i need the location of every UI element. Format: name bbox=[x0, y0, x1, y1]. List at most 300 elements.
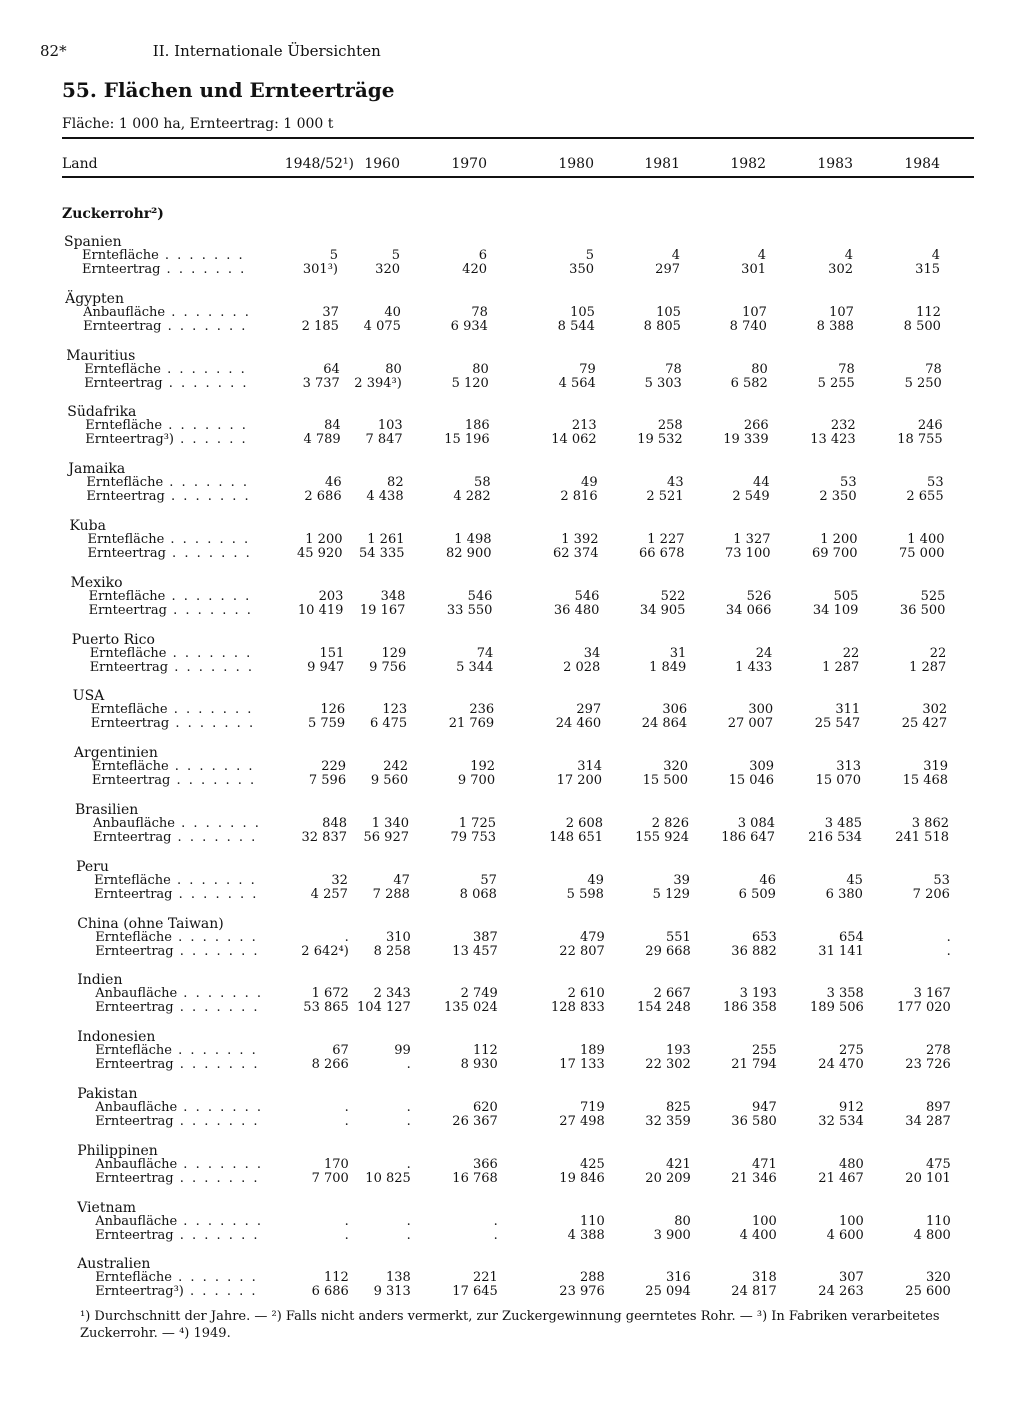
table-cell: 2 686 bbox=[304, 489, 342, 505]
table-cell: 15 046 bbox=[728, 773, 775, 789]
table-cell: . bbox=[406, 1213, 411, 1229]
row-label: Erntefläche . . . . . . . bbox=[82, 248, 245, 263]
table-cell: 148 651 bbox=[549, 830, 603, 845]
leader-dots: . . . . . . . bbox=[167, 702, 254, 718]
leader-dots: . . . . . . . bbox=[163, 475, 250, 491]
table-cell: 5 303 bbox=[644, 375, 682, 391]
row-label: Erntefläche . . . . . . . bbox=[85, 418, 248, 434]
table-cell: 24 460 bbox=[555, 716, 602, 732]
table-cell: 3 084 bbox=[737, 816, 775, 831]
table-cell: 316 bbox=[665, 1270, 691, 1286]
table-cell: 425 bbox=[579, 1156, 605, 1172]
country-block bbox=[0, 1086, 1024, 1136]
table-cell: 135 024 bbox=[444, 1000, 498, 1016]
table-cell: 31 bbox=[669, 645, 687, 661]
leader-dots: . . . . . . . bbox=[169, 716, 256, 732]
row-label: Ernteertrag . . . . . . . bbox=[94, 886, 259, 902]
table-cell: 25 600 bbox=[905, 1284, 951, 1300]
table-cell: 3 485 bbox=[824, 816, 862, 831]
table-cell: 255 bbox=[751, 1043, 777, 1059]
leader-dots: . . . . . . bbox=[174, 432, 248, 448]
table-cell: 8 258 bbox=[373, 943, 411, 959]
table-cell: 522 bbox=[660, 588, 686, 604]
row-label: Erntefläche . . . . . . . bbox=[95, 1043, 258, 1059]
table-cell: 350 bbox=[569, 262, 594, 277]
leader-dots: . . . . . . . bbox=[160, 361, 247, 377]
table-cell: 7 288 bbox=[372, 886, 410, 902]
country-name: Pakistan bbox=[77, 1086, 138, 1102]
table-cell: 32 359 bbox=[645, 1114, 691, 1129]
table-cell: 44 bbox=[753, 475, 770, 491]
table-cell: 310 bbox=[385, 929, 411, 945]
table-cell: 45 920 bbox=[297, 546, 343, 561]
table-cell: 49 bbox=[587, 872, 604, 888]
table-cell: 69 700 bbox=[812, 546, 858, 561]
table-cell: 9 700 bbox=[457, 773, 496, 789]
table-cell: 17 200 bbox=[556, 773, 603, 789]
section-heading: II. Internationale Übersichten bbox=[152, 42, 381, 60]
country-block bbox=[0, 632, 1024, 682]
table-cell: 232 bbox=[830, 418, 856, 434]
table-cell: 24 263 bbox=[818, 1284, 864, 1300]
table-cell: 216 534 bbox=[808, 830, 862, 845]
table-cell: 221 bbox=[472, 1270, 498, 1286]
table-cell: 5 250 bbox=[904, 375, 942, 391]
table-cell: 320 bbox=[375, 262, 400, 277]
row-label: Ernteertrag . . . . . . . bbox=[83, 318, 248, 334]
table-cell: 7 596 bbox=[308, 773, 347, 789]
leader-dots: . . . . . . . bbox=[173, 1057, 260, 1073]
table-cell: 313 bbox=[836, 759, 862, 775]
country-name: Indien bbox=[77, 972, 123, 989]
table-cell: 2 655 bbox=[906, 489, 944, 505]
leader-dots: . . . . . . . bbox=[173, 1227, 260, 1243]
table-cell: 525 bbox=[920, 588, 946, 604]
table-cell: 4 438 bbox=[366, 489, 404, 505]
table-cell: 301 bbox=[741, 262, 766, 277]
table-cell: 26 367 bbox=[452, 1114, 498, 1129]
table-cell: 20 101 bbox=[905, 1170, 951, 1186]
country-block bbox=[0, 1200, 1024, 1250]
row-label: Ernteertrag . . . . . . . bbox=[88, 602, 253, 618]
table-cell: 107 bbox=[829, 304, 854, 320]
leader-dots: . . . . . . . bbox=[164, 532, 251, 547]
table-cell: 58 bbox=[474, 475, 491, 491]
table-cell: 154 248 bbox=[637, 1000, 691, 1016]
table-cell: 129 bbox=[381, 645, 407, 661]
column-header-year: 1982 bbox=[730, 156, 766, 172]
table-cell: 64 bbox=[323, 361, 340, 377]
table-cell: 9 947 bbox=[307, 659, 345, 675]
table-cell: 66 678 bbox=[639, 546, 685, 561]
table-cell: 99 bbox=[394, 1043, 411, 1059]
country-name: Philippinen bbox=[77, 1142, 158, 1159]
table-cell: 6 582 bbox=[730, 375, 768, 391]
table-cell: 18 755 bbox=[897, 432, 943, 448]
table-cell: 475 bbox=[925, 1156, 951, 1172]
table-cell: 73 100 bbox=[725, 546, 771, 561]
table-cell: 23 976 bbox=[559, 1284, 605, 1300]
leader-dots: . . . . . . . bbox=[171, 830, 258, 845]
table-cell: 551 bbox=[665, 929, 691, 945]
table-cell: 128 833 bbox=[551, 1000, 605, 1016]
table-cell: 3 737 bbox=[302, 375, 340, 391]
row-label: Ernteertrag . . . . . . . bbox=[89, 659, 254, 675]
table-cell: 67 bbox=[332, 1043, 349, 1059]
table-cell: 2 642⁴) bbox=[301, 943, 349, 959]
table-cell: . bbox=[493, 1227, 498, 1243]
country-name: Jamaika bbox=[68, 461, 126, 478]
table-cell: . bbox=[406, 1100, 411, 1115]
table-cell: 56 927 bbox=[363, 830, 409, 845]
table-cell: 297 bbox=[576, 702, 602, 718]
table-cell: 848 bbox=[322, 816, 347, 831]
country-block bbox=[0, 1029, 1024, 1079]
table-cell: 1 672 bbox=[311, 986, 349, 1002]
table-cell: 29 668 bbox=[645, 943, 691, 959]
column-header-year: 1970 bbox=[451, 156, 487, 172]
table-cell: 8 500 bbox=[903, 318, 941, 334]
table-cell: 10 419 bbox=[297, 602, 344, 618]
table-cell: 1 340 bbox=[371, 816, 409, 831]
table-cell: 189 506 bbox=[810, 1000, 864, 1016]
table-cell: 19 846 bbox=[559, 1170, 605, 1186]
table-cell: 3 900 bbox=[653, 1227, 691, 1243]
table-cell: 46 bbox=[759, 872, 776, 888]
table-cell: 33 550 bbox=[446, 602, 493, 618]
row-label: Anbaufläche . . . . . . . bbox=[93, 816, 261, 831]
table-cell: 78 bbox=[471, 304, 488, 320]
table-cell: 53 865 bbox=[303, 1000, 349, 1016]
table-cell: 105 bbox=[656, 304, 681, 320]
table-cell: 177 020 bbox=[897, 1000, 951, 1016]
table-cell: 78 bbox=[665, 361, 682, 377]
row-label: Ernteertrag . . . . . . . bbox=[95, 1227, 260, 1243]
table-cell: 1 287 bbox=[909, 659, 947, 675]
leader-dots: . . . . . . . bbox=[166, 645, 253, 661]
table-cell: 110 bbox=[925, 1213, 951, 1229]
table-cell: 1 498 bbox=[454, 532, 492, 547]
table-cell: 2 343 bbox=[373, 986, 411, 1002]
leader-dots: . . . . . . . bbox=[168, 759, 255, 775]
column-header-year: 1981 bbox=[644, 156, 680, 172]
row-label: Erntefläche . . . . . . . bbox=[89, 645, 253, 661]
table-cell: 80 bbox=[472, 361, 489, 377]
table-cell: 14 062 bbox=[551, 432, 597, 448]
table-cell: 53 bbox=[840, 475, 857, 491]
country-name: Südafrika bbox=[67, 404, 137, 421]
table-cell: 24 817 bbox=[731, 1284, 777, 1300]
table-cell: 242 bbox=[383, 759, 409, 775]
table-cell: 24 bbox=[755, 645, 773, 661]
table-cell: 100 bbox=[838, 1213, 864, 1229]
table-cell: 100 bbox=[751, 1213, 777, 1229]
table-cell: 2 816 bbox=[560, 489, 598, 505]
row-label: Ernteertrag . . . . . . . bbox=[86, 489, 251, 505]
table-cell: 49 bbox=[581, 475, 598, 491]
leader-dots: . . . . . . . bbox=[168, 659, 254, 675]
table-cell: 302 bbox=[828, 262, 853, 277]
table-cell: 5 bbox=[391, 248, 400, 263]
table-cell: 2 028 bbox=[563, 659, 601, 675]
table-cell: 1 327 bbox=[733, 532, 771, 547]
leader-dots: . . . . . . . bbox=[171, 1043, 258, 1059]
leader-dots: . . . . . . . bbox=[167, 602, 253, 618]
table-cell: 31 141 bbox=[818, 943, 864, 959]
table-cell: . bbox=[493, 1213, 498, 1229]
table-cell: 36 882 bbox=[731, 943, 777, 959]
leader-dots: . . . . . . . bbox=[162, 418, 248, 434]
table-cell: 897 bbox=[925, 1100, 951, 1115]
table-cell: 15 196 bbox=[444, 432, 490, 448]
table-cell: 387 bbox=[472, 929, 498, 945]
table-cell: 278 bbox=[925, 1043, 951, 1059]
table-cell: 34 905 bbox=[639, 602, 686, 618]
country-block bbox=[0, 461, 1024, 511]
table-cell: 19 532 bbox=[637, 432, 683, 448]
table-cell: 192 bbox=[470, 759, 496, 775]
row-label: Ernteertrag³) . . . . . . bbox=[95, 1284, 258, 1300]
country-name: Spanien bbox=[64, 234, 122, 250]
table-cell: 420 bbox=[462, 262, 487, 277]
table-cell: 15 070 bbox=[815, 773, 862, 789]
row-label: Ernteertrag . . . . . . . bbox=[84, 375, 249, 391]
table-cell: 1 849 bbox=[649, 659, 687, 675]
table-cell: 3 193 bbox=[739, 986, 777, 1002]
table-cell: 229 bbox=[321, 759, 347, 775]
table-cell: 236 bbox=[469, 702, 495, 718]
table-cell: 266 bbox=[743, 418, 769, 434]
row-label: Erntefläche . . . . . . . bbox=[91, 759, 255, 775]
table-cell: 4 400 bbox=[739, 1227, 777, 1243]
table-cell: . bbox=[946, 929, 951, 945]
leader-dots: . . . . . . bbox=[183, 1284, 258, 1300]
table-cell: 34 109 bbox=[812, 602, 859, 618]
table-cell: 32 837 bbox=[301, 830, 347, 845]
table-cell: 320 bbox=[663, 759, 689, 775]
country-block bbox=[0, 745, 1024, 795]
table-cell: 123 bbox=[382, 702, 408, 718]
table-cell: 6 bbox=[478, 248, 487, 263]
leader-dots: . . . . . . . bbox=[172, 886, 259, 902]
country-block bbox=[0, 802, 1024, 852]
table-cell: 912 bbox=[838, 1100, 864, 1115]
country-name: Ägypten bbox=[65, 290, 124, 307]
leader-dots: . . . . . . . bbox=[177, 1100, 264, 1115]
column-header-year: 1980 bbox=[558, 156, 594, 172]
table-cell: 151 bbox=[319, 645, 345, 661]
row-label: Ernteertrag . . . . . . . bbox=[87, 546, 252, 561]
table-cell: . bbox=[406, 1114, 411, 1129]
country-name: Australien bbox=[77, 1256, 151, 1273]
table-cell: 1 200 bbox=[820, 532, 858, 547]
table-cell: 39 bbox=[673, 872, 690, 888]
page-header bbox=[40, 42, 381, 60]
table-header-rule bbox=[62, 176, 974, 178]
table-cell: 34 066 bbox=[725, 602, 772, 618]
country-block bbox=[0, 234, 1024, 284]
table-cell: 25 427 bbox=[901, 716, 948, 732]
table-cell: 258 bbox=[657, 418, 683, 434]
table-cell: 22 807 bbox=[559, 943, 605, 959]
table-cell: 8 068 bbox=[459, 886, 497, 902]
table-cell: 1 392 bbox=[561, 532, 599, 547]
table-cell: 54 335 bbox=[359, 546, 405, 561]
table-cell: 1 433 bbox=[735, 659, 773, 675]
leader-dots: . . . . . . . bbox=[170, 872, 257, 888]
table-cell: 6 475 bbox=[369, 716, 408, 732]
table-cell: 2 185 bbox=[301, 318, 339, 334]
table-cell: 6 686 bbox=[311, 1284, 349, 1300]
table-cell: 23 726 bbox=[905, 1057, 951, 1073]
table-cell: 4 388 bbox=[567, 1227, 605, 1243]
table-cell: 22 bbox=[842, 645, 860, 661]
table-cell: 112 bbox=[323, 1270, 349, 1286]
table-cell: 2 350 bbox=[819, 489, 857, 505]
table-cell: 8 388 bbox=[816, 318, 854, 334]
table-cell: 8 266 bbox=[311, 1057, 349, 1073]
table-cell: 21 769 bbox=[448, 716, 495, 732]
table-cell: 22 bbox=[929, 645, 947, 661]
table-cell: 6 934 bbox=[450, 318, 488, 334]
leader-dots: . . . . . . . bbox=[171, 1270, 258, 1286]
column-header-land: Land bbox=[62, 156, 98, 172]
table-cell: 3 167 bbox=[913, 986, 951, 1002]
table-cell: 104 127 bbox=[357, 1000, 411, 1016]
row-label: Erntefläche . . . . . . . bbox=[90, 702, 254, 718]
table-cell: 203 bbox=[318, 588, 344, 604]
table-cell: 126 bbox=[320, 702, 346, 718]
table-cell: 241 518 bbox=[895, 830, 949, 845]
table-cell: 78 bbox=[838, 361, 855, 377]
table-cell: 103 bbox=[377, 418, 403, 434]
table-cell: . bbox=[344, 1114, 349, 1129]
table-cell: 6 380 bbox=[825, 886, 863, 902]
row-label: Ernteertrag . . . . . . . bbox=[93, 830, 258, 845]
table-cell: 53 bbox=[927, 475, 944, 491]
table-cell: 302 bbox=[922, 702, 948, 718]
table-cell: 189 bbox=[579, 1043, 605, 1059]
row-label: Ernteertrag . . . . . . . bbox=[82, 262, 247, 277]
table-cell: 15 468 bbox=[902, 773, 949, 789]
leader-dots: . . . . . . . bbox=[158, 248, 245, 263]
leader-dots: . . . . . . . bbox=[171, 929, 258, 945]
table-cell: 75 000 bbox=[899, 546, 945, 561]
table-cell: . bbox=[344, 1227, 349, 1243]
leader-dots: . . . . . . . bbox=[173, 943, 260, 959]
table-cell: 366 bbox=[472, 1156, 498, 1172]
table-cell: 526 bbox=[746, 588, 772, 604]
table-cell: 84 bbox=[324, 418, 341, 434]
country-name: Mexiko bbox=[70, 574, 123, 591]
leader-dots: . . . . . . . bbox=[177, 1213, 264, 1229]
table-cell: 5 bbox=[329, 248, 338, 263]
table-cell: 36 500 bbox=[899, 602, 946, 618]
row-label: Anbaufläche . . . . . . . bbox=[83, 304, 251, 320]
table-top-rule bbox=[62, 137, 974, 139]
table-cell: 311 bbox=[835, 702, 861, 718]
table-cell: 421 bbox=[665, 1156, 691, 1172]
table-cell: 6 509 bbox=[738, 886, 776, 902]
table-cell: 307 bbox=[838, 1270, 864, 1286]
row-label: Ernteertrag . . . . . . . bbox=[95, 1114, 260, 1129]
table-cell: 275 bbox=[838, 1043, 864, 1059]
row-label: Erntefläche . . . . . . . bbox=[86, 475, 250, 491]
country-name: Mauritius bbox=[66, 347, 136, 364]
table-cell: 34 287 bbox=[905, 1114, 951, 1129]
table-cell: 32 bbox=[331, 872, 348, 888]
table-cell: 480 bbox=[838, 1156, 864, 1172]
table-cell: 57 bbox=[480, 872, 497, 888]
country-block bbox=[0, 1143, 1024, 1193]
table-cell: 25 547 bbox=[814, 716, 861, 732]
table-cell: 34 bbox=[583, 645, 601, 661]
table-cell: 246 bbox=[917, 418, 943, 434]
section-title: Zuckerrohr²) bbox=[62, 206, 164, 222]
table-cell: . bbox=[406, 1227, 411, 1243]
row-label: Ernteertrag . . . . . . . bbox=[95, 1057, 260, 1073]
table-cell: 32 534 bbox=[818, 1114, 864, 1129]
table-cell: 15 500 bbox=[642, 773, 689, 789]
country-block bbox=[0, 348, 1024, 398]
leader-dots: . . . . . . . bbox=[170, 773, 257, 789]
table-cell: 186 358 bbox=[723, 1000, 777, 1016]
table-cell: 9 313 bbox=[373, 1284, 411, 1300]
leader-dots: . . . . . . . bbox=[161, 318, 248, 334]
table-cell: 80 bbox=[751, 361, 768, 377]
table-cell: 170 bbox=[323, 1156, 349, 1172]
table-cell: 546 bbox=[574, 588, 600, 604]
leader-dots: . . . . . . . bbox=[173, 1170, 260, 1186]
country-block bbox=[0, 916, 1024, 966]
table-cell: 719 bbox=[579, 1100, 605, 1115]
table-cell: 4 282 bbox=[453, 489, 491, 505]
table-cell: 318 bbox=[751, 1270, 777, 1286]
table-cell: 53 bbox=[933, 872, 950, 888]
table-cell: 2 608 bbox=[565, 816, 603, 831]
row-label: Erntefläche . . . . . . . bbox=[84, 361, 247, 377]
table-cell: 5 120 bbox=[451, 375, 489, 391]
column-header-year: 1960 bbox=[364, 156, 400, 172]
page-number: 82* bbox=[40, 42, 67, 60]
table-cell: 79 bbox=[579, 361, 596, 377]
leader-dots: . . . . . . . bbox=[165, 304, 251, 320]
table-cell: 9 756 bbox=[369, 659, 407, 675]
table-cell: 110 bbox=[579, 1213, 605, 1229]
column-header-year: 1983 bbox=[817, 156, 853, 172]
table-cell: 107 bbox=[742, 304, 767, 320]
table-cell: 315 bbox=[915, 262, 940, 277]
table-cell: 5 344 bbox=[456, 659, 494, 675]
table-cell: 654 bbox=[838, 929, 864, 945]
table-cell: 17 645 bbox=[452, 1284, 498, 1300]
table-cell: . bbox=[344, 1100, 349, 1115]
row-label: Anbaufläche . . . . . . . bbox=[95, 1213, 264, 1229]
table-cell: 80 bbox=[385, 361, 402, 377]
table-cell: 186 647 bbox=[721, 830, 775, 845]
table-cell: 947 bbox=[751, 1100, 777, 1115]
row-label: Erntefläche . . . . . . . bbox=[88, 588, 252, 604]
table-cell: 74 bbox=[476, 645, 494, 661]
table-cell: 2 749 bbox=[460, 986, 498, 1002]
row-label: Anbaufläche . . . . . . . bbox=[95, 986, 264, 1002]
country-block bbox=[0, 291, 1024, 341]
table-cell: 1 725 bbox=[458, 816, 496, 831]
table-cell: 4 564 bbox=[558, 375, 596, 391]
row-label: Ernteertrag . . . . . . . bbox=[91, 773, 257, 789]
table-cell: 1 227 bbox=[647, 532, 685, 547]
table-cell: 2 521 bbox=[646, 489, 684, 505]
